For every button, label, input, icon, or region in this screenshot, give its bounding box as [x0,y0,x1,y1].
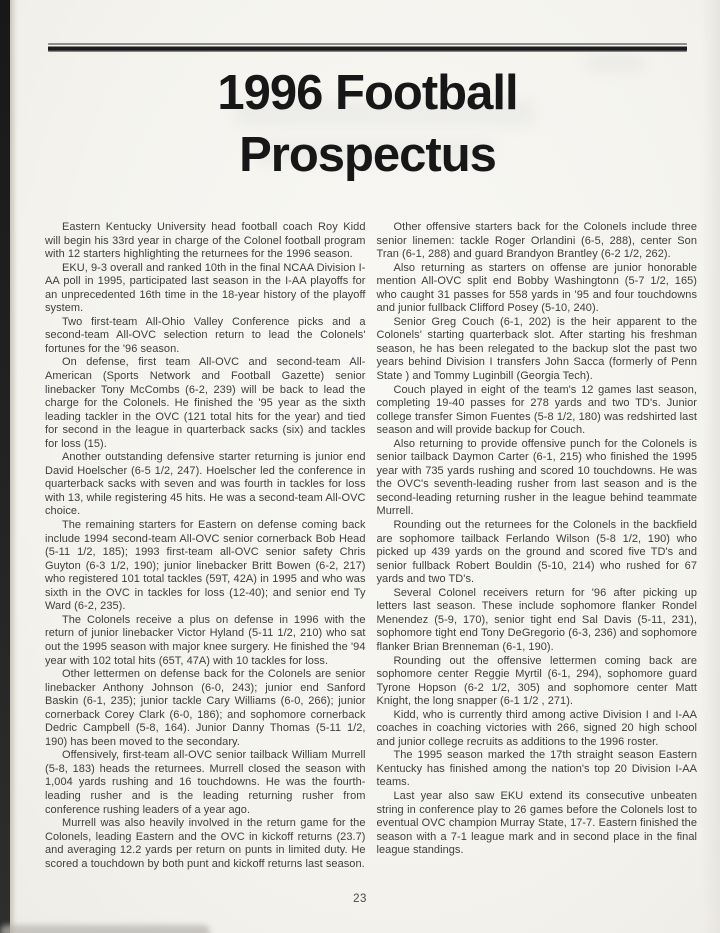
body-paragraph: The 1995 season marked the 17th straight season Eastern Kentucky has finished among the nation's top 20 Division I-AA teams. [376,749,697,789]
scan-edge-right [702,0,720,933]
body-paragraph: Also returning to provide offensive punch for the Colonels is senior tailback Daymon Carter (6-1, 215) who finished the 1995 year with 735 yards rushing and scored 10 touchdowns. He was the OVC's seventh-leading rusher from last season and is the second-leading returning rusher in the league behind teammate Murrell. [376,437,697,518]
body-paragraph: Murrell was also heavily involved in the return game for the Colonels, leading Eastern and the OVC in kickoff returns (23.7) and averaging 12.2 yards per return on punts in limited duty. He scored a touchdown by both punt and kickoff returns last season. [45,817,366,870]
page-number: 23 [353,893,367,905]
body-paragraph: Other lettermen on defense back for the Colonels are senior linebacker Anthony Johnson (6-0, 243); junior end Sanford Baskin (6-1, 235); junior tackle Cary Williams (6-0, 266); junior cornerback Corey Clark (6-0, 186); and sophomore cornerback Dedric Campbell (5-8, 164). Junior Danny Thomas (5-11 1/2, 190) has been moved to the secondary. [45,668,366,748]
body-paragraph: Two first-team All-Ohio Valley Conference picks and a second-team All-OVC selection return to lead the Colonels' fortunes for the '96 season. [45,315,366,355]
body-paragraph: Offensively, first-team all-OVC senior tailback William Murrell (5-8, 183) heads the returnees. Murrell closed the season with 1,004 yards rushing and 16 touchdowns. He was the fourth-leading rusher and is the leading returning rusher from conference rushing leaders of a year ago. [45,749,366,816]
left-column [45,221,366,871]
page-title-line1: 1996 Football [217,66,518,120]
body-paragraph: Rounding out the offensive lettermen coming back are sophomore center Reggie Myrtil (6-1, 294), sophomore guard Tyrone Hopson (6-2 1/2, 305) and sophomore center Matt Knight, the long snapper (6-1 1/2 , 271). [376,654,697,708]
body-paragraph: Last year also saw EKU extend its consecutive unbeaten string in conference play to 26 games before the Colonels lost to eventual OVC champion Murray State, 17-7. Eastern finished the season with a 7-1 league mark and in second place in the final league standings. [376,789,697,857]
body-paragraph: Couch played in eight of the team's 12 games last season, completing 19-40 passes for 278 yards and two TD's. Junior college transfer Simon Fuentes (5-8 1/2, 180) was redshirted last season and will provide backup for Couch. [376,383,697,437]
header-double-rule [48,43,687,52]
body-paragraph: Several Colonel receivers return for '96 after picking up letters last season. These include sophomore flanker Rondel Menendez (5-9, 170), senior tight end Sal Davis (5-11, 231), sophomore tight end Tony DeGregorio (6-3, 236) and sophomore flanker Brian Brenneman (6-1, 190). [376,586,697,653]
scan-edge-left [0,0,10,933]
body-paragraph: Kidd, who is currently third among active Division I and I-AA coaches in coaching victories with 266, signed 20 high school and junior college recruits as additions to the 1996 roster. [376,708,697,748]
body-paragraph: The remaining starters for Eastern on defense coming back include 1994 second-team All-OVC senior cornerback Bob Head (5-11 1/2, 185); 1993 first-team all-OVC senior safety Chris Guyton (6-3 1/2, 190); junior linebacker Britt Bowen (6-2, 217) who registered 101 total tackles (59T, 42A) in 1995 and who was sixth in the OVC in tackles for loss (12-40); and senior end Ty Ward (6-2, 235). [45,519,366,613]
body-paragraph: Rounding out the returnees for the Colonels in the backfield are sophomore tailback Ferlando Wilson (5-8 1/2, 190) who picked up 439 yards on the ground and scored five TD's and senior fullback Robert Bouldin (5-10, 214) who rushed for 67 yards and two TD's. [376,519,697,586]
body-paragraph: Other offensive starters back for the Colonels include three senior linemen: tackle Roger Orlandini (6-5, 288), center Son Tran (6-1, 288) and guard Brandyon Brantley (6-2 1/2, 262). [376,221,697,261]
body-paragraph: On defense, first team All-OVC and second-team All-American (Sports Network and Football Gazette) senior linebacker Tony McCombs (6-2, 239) will be back to lead the charge for the Colonels. He finished the '95 year as the sixth leading tackler in the OVC (121 total hits for the year) and tied for second in the league in quarterback sacks (six) and tackles for loss (15). [45,356,366,450]
body-paragraph: The Colonels receive a plus on defense in 1996 with the return of junior linebacker Victor Hyland (5-11 1/2, 210) who sat out the 1995 season with major knee surgery. He finished the '94 year with 102 total hits (65T, 47A) with 10 tackles for loss. [45,613,366,667]
page-title [48,62,687,186]
scan-smudge-bottom [0,925,210,933]
body-columns [45,221,697,871]
body-paragraph: Senior Greg Couch (6-1, 202) is the heir apparent to the Colonels' starting quarterback slot. After starting his freshman season, he has been relegated to the backup slot the past two years behind Division I transfers John Sacca (formerly of Penn State ) and Tommy Luginbill (Georgia Tech). [376,315,697,383]
scan-edge-shadow [10,0,18,933]
page-title-line2: Prospectus [239,128,496,182]
body-paragraph: EKU, 9-3 overall and ranked 10th in the final NCAA Division I-AA poll in 1995, participated last season in the I-AA playoffs for an unprecedented 16th time in the 18-year history of the playoff system. [45,261,366,315]
right-column [377,221,698,871]
body-paragraph: Also returning as starters on offense are junior honorable mention All-OVC split end Bobby Washingtonn (5-7 1/2, 165) who caught 31 passes for 558 yards in '95 and four touchdowns and junior fullback Clifford Posey (5-10, 240). [376,261,697,315]
body-paragraph: Eastern Kentucky University head football coach Roy Kidd will begin his 33rd year in charge of the Colonel football program with 12 starters highlighting the returnees for the 1996 season. [45,221,366,261]
body-paragraph: Another outstanding defensive starter returning is junior end David Hoelscher (6-5 1/2, 247). Hoelscher led the conference in quarterback sacks with seven and was fourth in tackles for loss with 13, while registering 45 hits. He was a second-team All-OVC choice. [45,451,366,518]
